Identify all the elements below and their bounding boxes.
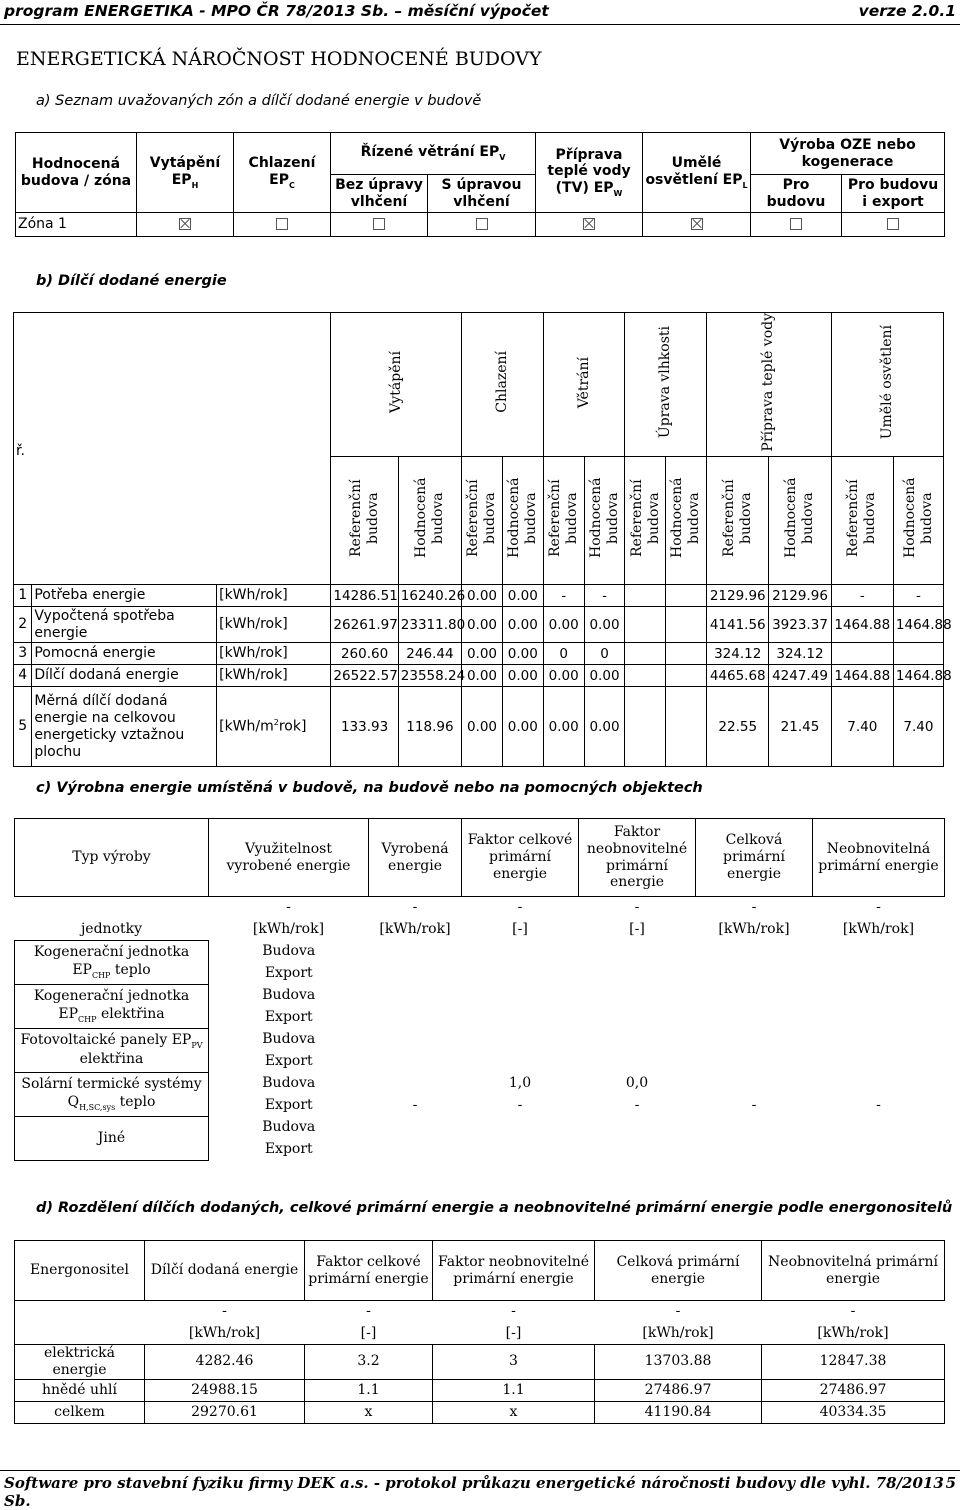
checkbox-vent-no-humid[interactable] bbox=[373, 218, 385, 230]
production-value bbox=[369, 1139, 462, 1161]
value-cell: 0.00 bbox=[502, 665, 543, 687]
checkbox-lighting[interactable] bbox=[691, 218, 703, 230]
group-lighting: Umělé osvětlení bbox=[831, 313, 943, 457]
production-value bbox=[579, 1007, 696, 1029]
subhead-eval-label: Hodnocená budova bbox=[587, 478, 621, 559]
production-header: Využitelnost vyrobené energie bbox=[209, 819, 369, 897]
row-number: 5 bbox=[14, 687, 32, 767]
value-cell: 0.00 bbox=[543, 607, 584, 643]
subhead-ref-label: Referenční budova bbox=[845, 479, 879, 558]
production-value bbox=[369, 1029, 462, 1051]
carrier-value: 41190.84 bbox=[595, 1401, 762, 1423]
dash-cell: - bbox=[517, 899, 523, 916]
energy-row bbox=[14, 585, 944, 607]
value-cell: - bbox=[584, 585, 625, 607]
subhead-eval-label: Hodnocená budova bbox=[783, 478, 816, 559]
footer-page-number: 5 bbox=[945, 1474, 956, 1492]
dash-cell: - bbox=[850, 1303, 856, 1320]
carrier-name: hnědé uhlí bbox=[15, 1379, 145, 1401]
value-cell bbox=[666, 585, 707, 607]
subhead-ref-label: Referenční budova bbox=[465, 479, 498, 558]
carrier-value: 12847.38 bbox=[762, 1345, 945, 1380]
carrier-row bbox=[15, 1379, 945, 1401]
type-name: Jiné bbox=[97, 1129, 126, 1146]
carrier-name: celkem bbox=[15, 1401, 145, 1423]
production-row bbox=[15, 985, 945, 1007]
carrier-row bbox=[15, 1401, 945, 1423]
carrier-value: 24988.15 bbox=[145, 1379, 305, 1401]
carrier-value: 1.1 bbox=[305, 1379, 433, 1401]
production-value bbox=[696, 1029, 813, 1051]
production-value bbox=[462, 1029, 579, 1051]
carrier-table bbox=[14, 1240, 945, 1424]
value-cell: 0.00 bbox=[584, 665, 625, 687]
row-unit: [kWh/rok] bbox=[217, 643, 331, 665]
value-cell: 0.00 bbox=[502, 687, 543, 767]
value-cell: 26261.97 bbox=[331, 607, 398, 643]
col-vent-humid: S úpravou vlhčení bbox=[428, 175, 536, 213]
value-cell bbox=[666, 643, 707, 665]
value-cell: 0.00 bbox=[462, 643, 503, 665]
value-cell: 4247.49 bbox=[769, 665, 831, 687]
type-name-2: teplo bbox=[119, 1093, 156, 1110]
production-value bbox=[813, 985, 945, 1007]
production-type bbox=[15, 941, 209, 985]
col-heating: Vytápění $EP_H$ bbox=[137, 133, 234, 213]
value-cell: 14286.51 bbox=[331, 585, 398, 607]
row-unit: [kWh/rok] bbox=[217, 585, 331, 607]
type-sub: H,SC,sys bbox=[79, 1102, 116, 1112]
value-cell: 260.60 bbox=[331, 643, 398, 665]
use-label: Budova bbox=[262, 1119, 316, 1136]
carrier-value: x bbox=[433, 1401, 595, 1423]
production-header: Neobnovitelná primární energie bbox=[813, 819, 945, 897]
row-number: 2 bbox=[14, 607, 32, 643]
value-cell: 23311.80 bbox=[398, 607, 461, 643]
subhead-ref bbox=[331, 457, 398, 585]
use-label: Budova bbox=[262, 987, 316, 1004]
value-cell bbox=[625, 687, 666, 767]
value-cell bbox=[666, 665, 707, 687]
group-heating: Vytápění bbox=[331, 313, 462, 457]
energy-row bbox=[14, 607, 944, 643]
row-unit: [kWh/rok] bbox=[217, 665, 331, 687]
subhead-eval bbox=[666, 457, 707, 585]
production-value bbox=[462, 941, 579, 963]
page-title: ENERGETICKÁ NÁROČNOST HODNOCENÉ BUDOVY bbox=[16, 48, 542, 70]
value-cell: 3923.37 bbox=[769, 607, 831, 643]
subhead-ref bbox=[625, 457, 666, 585]
type-sub: CHP bbox=[78, 1014, 97, 1024]
col-oze-export: Pro budovu i export bbox=[842, 175, 945, 213]
type-name-2: elektřina bbox=[79, 1051, 144, 1068]
checkbox-heating[interactable] bbox=[179, 218, 191, 230]
production-value bbox=[813, 1051, 945, 1073]
dash-cell: - bbox=[412, 899, 418, 916]
carrier-header: Faktor neobnovitelné primární energie bbox=[433, 1241, 595, 1301]
value-cell: 324.12 bbox=[707, 643, 769, 665]
production-value bbox=[579, 1029, 696, 1051]
checkbox-cooling[interactable] bbox=[276, 218, 288, 230]
production-row bbox=[15, 1029, 945, 1051]
page-footer bbox=[0, 1470, 960, 1510]
production-value bbox=[462, 1139, 579, 1161]
value-cell bbox=[831, 643, 893, 665]
value-cell: 0.00 bbox=[462, 585, 503, 607]
subhead-ref-label: Referenční budova bbox=[546, 479, 580, 558]
production-header: Faktor celkové primární energie bbox=[462, 819, 579, 897]
value-cell: 0.00 bbox=[584, 687, 625, 767]
carrier-value: 3 bbox=[433, 1345, 595, 1380]
production-value bbox=[462, 963, 579, 985]
production-table bbox=[14, 818, 945, 1161]
production-value bbox=[813, 1029, 945, 1051]
production-value bbox=[813, 1007, 945, 1029]
value-cell: 0.00 bbox=[462, 665, 503, 687]
zone-name: Zóna 1 bbox=[16, 213, 137, 237]
energy-row bbox=[14, 665, 944, 687]
subhead-eval-label: Hodnocená budova bbox=[901, 478, 935, 559]
value-cell: 1464.88 bbox=[831, 665, 893, 687]
subhead-ref bbox=[543, 457, 584, 585]
production-type bbox=[15, 985, 209, 1029]
value-cell bbox=[625, 585, 666, 607]
production-value bbox=[813, 963, 945, 985]
production-value bbox=[813, 1073, 945, 1095]
unit-cell: [-] bbox=[505, 1324, 522, 1341]
carrier-header: Faktor celkové primární energie bbox=[305, 1241, 433, 1301]
value-cell: 4465.68 bbox=[707, 665, 769, 687]
production-value bbox=[462, 985, 579, 1007]
row-number: 1 bbox=[14, 585, 32, 607]
type-name: Solární termické systémy Q bbox=[21, 1076, 202, 1110]
blank-cell bbox=[15, 1323, 145, 1345]
carrier-header: Energonositel bbox=[15, 1241, 145, 1301]
unit-cell: [-] bbox=[360, 1324, 377, 1341]
value-cell: 324.12 bbox=[769, 643, 831, 665]
row-unit bbox=[217, 687, 331, 767]
subhead-eval-label: Hodnocená budova bbox=[669, 478, 703, 559]
carrier-header: Neobnovitelná primární energie bbox=[762, 1241, 945, 1301]
header-left: program ENERGETIKA - MPO ČR 78/2013 Sb. – měsíční výpočet bbox=[4, 2, 549, 20]
value-cell: 0.00 bbox=[462, 607, 503, 643]
value-cell: 21.45 bbox=[769, 687, 831, 767]
blank-cell bbox=[15, 1301, 145, 1323]
group-cooling: Chlazení bbox=[462, 313, 544, 457]
zones-table bbox=[15, 132, 945, 237]
value-cell: 7.40 bbox=[831, 687, 893, 767]
col-oze-building: Pro budovu bbox=[751, 175, 842, 213]
energy-row bbox=[14, 643, 944, 665]
value-cell: 133.93 bbox=[331, 687, 398, 767]
production-value: - bbox=[751, 1097, 757, 1114]
production-value bbox=[579, 941, 696, 963]
value-cell: 22.55 bbox=[707, 687, 769, 767]
use-label: Export bbox=[264, 1141, 313, 1158]
carrier-value: 3.2 bbox=[305, 1345, 433, 1380]
value-cell bbox=[625, 643, 666, 665]
production-row bbox=[15, 941, 945, 963]
unit-end: rok] bbox=[278, 718, 307, 735]
subhead-ref-label: Referenční budova bbox=[720, 479, 754, 558]
carrier-value: 40334.35 bbox=[762, 1401, 945, 1423]
dash-cell: - bbox=[634, 899, 640, 916]
value-cell: 0 bbox=[543, 643, 584, 665]
section-c-title: c) Výrobna energie umístěná v budově, na budově nebo na pomocných objektech bbox=[36, 780, 703, 796]
unit-cell: [kWh/rok] bbox=[718, 921, 790, 938]
production-value bbox=[696, 1051, 813, 1073]
dash-cell: - bbox=[222, 1303, 227, 1320]
value-cell bbox=[625, 607, 666, 643]
production-value: 0,0 bbox=[625, 1075, 649, 1092]
type-name: Kogenerační jednotka EP bbox=[33, 988, 190, 1022]
partial-energy-table bbox=[13, 312, 952, 767]
production-header: Faktor neobnovitelné primární energie bbox=[579, 819, 696, 897]
value-cell: 246.44 bbox=[398, 643, 461, 665]
col-vent-no-humid: Bez úpravy vlhčení bbox=[331, 175, 428, 213]
use-label: Budova bbox=[262, 1031, 316, 1048]
row-label: Měrná dílčí dodaná energie na celkovou energeticky vztažnou plochu bbox=[32, 687, 217, 767]
row-number: 3 bbox=[14, 643, 32, 665]
row-label: Vypočtená spotřeba energie bbox=[32, 607, 217, 643]
carrier-value: 29270.61 bbox=[145, 1401, 305, 1423]
production-value bbox=[813, 1117, 945, 1139]
subhead-eval bbox=[502, 457, 543, 585]
production-value bbox=[369, 1051, 462, 1073]
section-a-title: a) Seznam uvažovaných zón a dílčí dodané energie v budově bbox=[36, 93, 482, 109]
group-humidity: Úprava vlhkosti bbox=[625, 313, 707, 457]
checkbox-oze-export[interactable] bbox=[887, 218, 899, 230]
unit-text: [kWh/m bbox=[219, 718, 274, 735]
production-value bbox=[696, 1073, 813, 1095]
blank-cell bbox=[15, 897, 209, 919]
production-value bbox=[462, 1051, 579, 1073]
energy-row bbox=[14, 687, 944, 767]
value-cell: 0.00 bbox=[502, 607, 543, 643]
value-cell bbox=[666, 607, 707, 643]
type-name-2: elektřina bbox=[100, 1005, 165, 1022]
use-label: Budova bbox=[262, 1075, 316, 1092]
subhead-ref-label: Referenční budova bbox=[628, 479, 662, 558]
units-label: jednotky bbox=[80, 920, 143, 937]
value-cell: 4141.56 bbox=[707, 607, 769, 643]
col-building: Hodnocená budova / zóna bbox=[16, 133, 137, 213]
unit-cell: [kWh/rok] bbox=[842, 921, 915, 938]
group-ventilation: Větrání bbox=[543, 313, 625, 457]
production-value: 1,0 bbox=[508, 1075, 532, 1092]
row-label: Potřeba energie bbox=[32, 585, 217, 607]
col-dhw: Příprava teplé vody (TV) $EP_W$ bbox=[536, 133, 643, 213]
carrier-value: 1.1 bbox=[433, 1379, 595, 1401]
production-value bbox=[696, 963, 813, 985]
carrier-value: x bbox=[305, 1401, 433, 1423]
value-cell: 0.00 bbox=[502, 643, 543, 665]
group-dhw: Příprava teplé vody bbox=[707, 313, 832, 457]
production-value: - bbox=[634, 1097, 640, 1114]
row-unit: [kWh/rok] bbox=[217, 607, 331, 643]
value-cell: - bbox=[893, 585, 943, 607]
type-name: Kogenerační jednotka EP bbox=[33, 944, 190, 978]
footer-text: Software pro stavební fyziku firmy DEK a.s. - protokol průkazu energetické náročnosti budovy dle vyhl. 78/2013 Sb. bbox=[4, 1474, 944, 1510]
production-value bbox=[579, 985, 696, 1007]
value-cell: 1464.88 bbox=[893, 665, 943, 687]
production-value bbox=[696, 985, 813, 1007]
production-value: - bbox=[876, 1097, 881, 1114]
carrier-row bbox=[15, 1345, 945, 1380]
type-sub: CHP bbox=[91, 970, 111, 980]
value-cell: 0.00 bbox=[584, 607, 625, 643]
value-cell: 7.40 bbox=[893, 687, 943, 767]
row-number: 4 bbox=[14, 665, 32, 687]
type-name-2: teplo bbox=[114, 961, 151, 978]
use-label: Export bbox=[264, 1009, 313, 1026]
value-cell: - bbox=[831, 585, 893, 607]
carrier-value: 4282.46 bbox=[145, 1345, 305, 1380]
carrier-header: Dílčí dodaná energie bbox=[145, 1241, 305, 1301]
production-value bbox=[696, 1117, 813, 1139]
dash-cell: - bbox=[675, 1303, 681, 1320]
unit-cell: [kWh/rok] bbox=[188, 1324, 261, 1341]
production-value bbox=[696, 1139, 813, 1161]
value-cell: 16240.26 bbox=[398, 585, 461, 607]
production-value bbox=[579, 1139, 696, 1161]
production-header: Celková primární energie bbox=[696, 819, 813, 897]
unit-cell: [kWh/rok] bbox=[252, 921, 325, 938]
value-cell: 1464.88 bbox=[831, 607, 893, 643]
production-value bbox=[579, 1117, 696, 1139]
production-value bbox=[369, 963, 462, 985]
production-value bbox=[696, 1007, 813, 1029]
carrier-header: Celková primární energie bbox=[595, 1241, 762, 1301]
production-value: - bbox=[517, 1097, 523, 1114]
subhead-eval-label: Hodnocená budova bbox=[506, 478, 539, 559]
value-cell: 1464.88 bbox=[893, 607, 943, 643]
subhead-eval bbox=[769, 457, 831, 585]
production-value bbox=[369, 941, 462, 963]
unit-cell: [kWh/rok] bbox=[817, 1324, 889, 1341]
value-cell: 0.00 bbox=[543, 665, 584, 687]
use-label: Export bbox=[264, 1053, 313, 1070]
value-cell: 118.96 bbox=[398, 687, 461, 767]
value-cell: 0.00 bbox=[502, 585, 543, 607]
production-header: Typ výroby bbox=[15, 819, 209, 897]
dash-cell: - bbox=[286, 899, 291, 916]
checkbox-vent-humid[interactable] bbox=[476, 218, 488, 230]
value-cell bbox=[666, 687, 707, 767]
production-value bbox=[579, 1051, 696, 1073]
subhead-eval bbox=[398, 457, 461, 585]
use-label: Export bbox=[264, 965, 313, 982]
production-row bbox=[15, 1073, 945, 1095]
value-cell bbox=[625, 665, 666, 687]
row-number-label: ř. bbox=[14, 313, 331, 585]
unit-sup: 2 bbox=[273, 718, 279, 728]
zone-row bbox=[16, 213, 945, 237]
dash-cell: - bbox=[366, 1303, 371, 1320]
col-lighting: Umělé osvětlení $EP_L$ bbox=[643, 133, 751, 213]
row-label: Pomocná energie bbox=[32, 643, 217, 665]
value-cell: 26522.57 bbox=[331, 665, 398, 687]
unit-cell: [-] bbox=[629, 921, 645, 938]
production-value bbox=[813, 941, 945, 963]
value-cell: - bbox=[543, 585, 584, 607]
production-value bbox=[462, 1117, 579, 1139]
type-name: Fotovoltaické panely EP bbox=[20, 1032, 192, 1049]
unit-cell: [kWh/rok] bbox=[642, 1324, 714, 1341]
value-cell: 0.00 bbox=[543, 687, 584, 767]
production-value: - bbox=[412, 1097, 418, 1114]
subhead-ref bbox=[831, 457, 893, 585]
unit-cell: [kWh/rok] bbox=[379, 921, 451, 938]
subhead-eval-label: Hodnocená budova bbox=[413, 478, 446, 559]
section-d-title: d) Rozdělení dílčích dodaných, celkové primární energie a neobnovitelné primární energie podle energonositelů bbox=[36, 1200, 953, 1216]
col-cooling: Chlazení $EP_C$ bbox=[234, 133, 331, 213]
subhead-ref bbox=[462, 457, 503, 585]
production-type bbox=[15, 1029, 209, 1073]
production-row bbox=[15, 1117, 945, 1139]
row-label: Dílčí dodaná energie bbox=[32, 665, 217, 687]
use-label: Budova bbox=[262, 943, 316, 960]
unit-cell: [-] bbox=[512, 921, 528, 938]
checkbox-dhw[interactable] bbox=[583, 218, 595, 230]
use-label: Export bbox=[264, 1097, 313, 1114]
value-cell: 23558.24 bbox=[398, 665, 461, 687]
dash-cell: - bbox=[751, 899, 757, 916]
value-cell bbox=[893, 643, 943, 665]
value-cell: 2129.96 bbox=[707, 585, 769, 607]
dash-cell: - bbox=[511, 1303, 516, 1320]
subhead-eval bbox=[584, 457, 625, 585]
carrier-value: 13703.88 bbox=[595, 1345, 762, 1380]
production-value bbox=[462, 1007, 579, 1029]
carrier-value: 27486.97 bbox=[762, 1379, 945, 1401]
header-version: verze 2.0.1 bbox=[858, 2, 956, 20]
production-value bbox=[369, 1007, 462, 1029]
value-cell: 0 bbox=[584, 643, 625, 665]
production-value bbox=[369, 1073, 462, 1095]
production-value bbox=[369, 1117, 462, 1139]
carrier-name: elektrická energie bbox=[15, 1345, 145, 1380]
page-header bbox=[0, 0, 960, 25]
value-cell: 0.00 bbox=[462, 687, 503, 767]
subhead-ref-label: Referenční budova bbox=[347, 479, 381, 558]
col-oze: Výroba OZE nebo kogenerace bbox=[751, 133, 945, 175]
subhead-eval bbox=[893, 457, 943, 585]
production-value bbox=[579, 963, 696, 985]
value-cell: 2129.96 bbox=[769, 585, 831, 607]
section-b-title: b) Dílčí dodané energie bbox=[36, 273, 227, 289]
type-sub: PV bbox=[191, 1041, 203, 1051]
checkbox-oze-building[interactable] bbox=[790, 218, 802, 230]
production-value bbox=[369, 985, 462, 1007]
dash-cell: - bbox=[876, 899, 881, 916]
carrier-value: 27486.97 bbox=[595, 1379, 762, 1401]
subhead-ref bbox=[707, 457, 769, 585]
production-type bbox=[15, 1117, 209, 1161]
production-type bbox=[15, 1073, 209, 1117]
production-header: Vyrobená energie bbox=[369, 819, 462, 897]
col-ventilation: Řízené větrání $EP_V$ bbox=[331, 133, 536, 175]
production-value bbox=[696, 941, 813, 963]
production-value bbox=[813, 1139, 945, 1161]
